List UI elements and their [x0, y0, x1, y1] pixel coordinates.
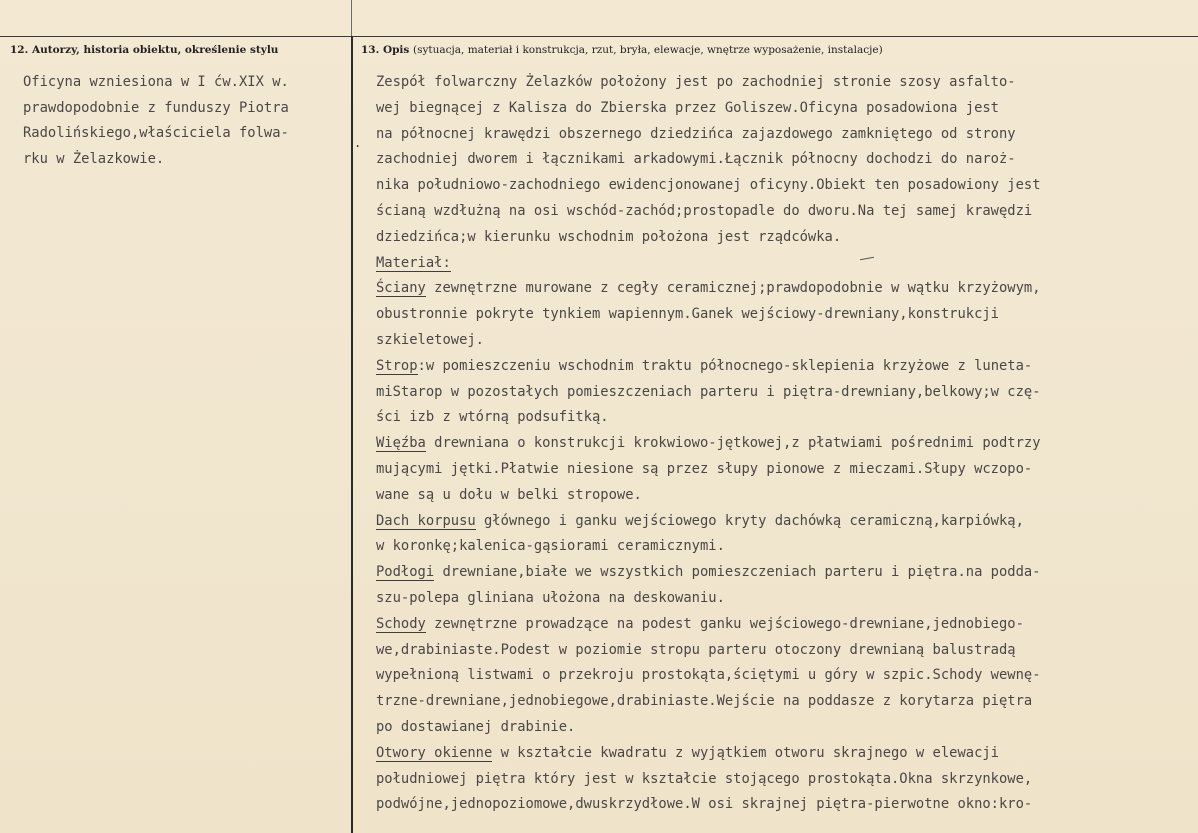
section-13-title: Opis	[382, 44, 410, 56]
text-line	[376, 225, 1191, 251]
line-text: miStarop w pozostałych pomieszczeniach parteru i piętra-drewniany,belkowy;w czę-	[376, 383, 1041, 400]
line-text: drewniana o konstrukcji krokwiowo-jętkowej,z płatwiami pośrednimi podtrzy	[425, 435, 1041, 452]
line-text: po dostawianej drabinie.	[376, 718, 576, 735]
section-13-header	[361, 44, 883, 56]
line-text: wypełnioną listwami o przekroju prostokąta,ściętymi u góry w szpic.Schody wewnę-	[376, 667, 1041, 684]
text-line: rku w Żelazkowie.	[23, 150, 165, 167]
text-line	[376, 586, 1191, 612]
underlined-heading: Ściany	[376, 280, 426, 297]
line-text: ści izb z wtórną podsufitką.	[376, 409, 609, 426]
text-line	[376, 276, 1191, 302]
line-text: w kształcie kwadratu z wyjątkiem otworu skrajnego w elewacji	[492, 744, 999, 761]
line-text: zewnętrzne prowadzące na podest ganku wejściowego-drewniane,jednobiego-	[425, 615, 1024, 632]
line-text: nika południowo-zachodniego ewidencjonowanej oficyny.Obiekt ten posadowiony jest	[376, 177, 1041, 194]
text-line	[376, 380, 1191, 406]
line-text: szkieletowej.	[376, 331, 484, 348]
text-line	[376, 173, 1191, 199]
line-text: dziedzińca;w kierunku wschodnim położona jest rządcówka.	[376, 228, 842, 245]
section-12-title: Autorzy, historia obiektu, określenie stylu	[31, 44, 279, 56]
column-divider-top	[351, 0, 352, 36]
line-text: :w pomieszczeniu wschodnim traktu północnego-sklepienia krzyżowe z luneta-	[417, 357, 1033, 374]
text-line	[376, 483, 1191, 509]
line-text: południowej piętra który jest w kształcie stojącego prostokąta.Okna skrzynkowe,	[376, 770, 1033, 787]
text-line	[376, 431, 1191, 457]
text-line	[376, 741, 1191, 767]
text-line	[376, 509, 1191, 535]
line-text: trzne-drewniane,jednobiegowe,drabiniaste.Wejście na poddasze z korytarza piętra	[376, 693, 1033, 710]
text-line	[376, 251, 1191, 277]
text-line	[376, 328, 1191, 354]
line-text: szu-polepa gliniana ułożona na deskowaniu.	[376, 589, 725, 606]
section-12-number: 12.	[10, 44, 29, 56]
section-13-subtitle: (sytuacja, materiał i konstrukcja, rzut, bryła, elewacje, wnętrze wyposażenie, instalacje)	[412, 44, 883, 56]
text-line	[376, 457, 1191, 483]
underlined-heading: Dach korpusu	[376, 512, 476, 529]
underlined-heading: Otwory okienne	[376, 744, 493, 761]
line-text: obustronnie pokryte tynkiem wapiennym.Ganek wejściowy-drewniany,konstrukcji	[376, 306, 999, 323]
line-text: na północnej krawędzi obszernego dziedzińca zajazdowego zamkniętego od strony	[376, 125, 1016, 142]
text-line	[376, 715, 1191, 741]
underlined-heading: Materiał:	[376, 254, 451, 271]
underlined-heading: Więźba	[376, 435, 426, 452]
text-line	[376, 560, 1191, 586]
text-line	[376, 767, 1191, 793]
section-12-header	[10, 44, 278, 56]
text-line	[376, 663, 1191, 689]
text-line: prawdopodobnie z funduszy Piotra	[23, 99, 289, 116]
line-text: zewnętrzne murowane z cegły ceramicznej;prawdopodobnie w wątku krzyżowym,	[425, 280, 1041, 297]
underlined-heading: Strop	[376, 357, 418, 374]
margin-mark: .	[354, 136, 362, 150]
text-line	[376, 405, 1191, 431]
line-text: ścianą wzdłużną na osi wschód-zachód;prostopadle do dworu.Na tej samej krawędzi	[376, 202, 1033, 219]
line-text: głównego i ganku wejściowego kryty dachówką ceramiczną,karpiówką,	[475, 512, 1024, 529]
line-text: wej biegnącej z Kalisza do Zbierska przez Goliszew.Oficyna posadowiona jest	[376, 99, 999, 116]
text-line	[376, 147, 1191, 173]
text-line	[376, 689, 1191, 715]
text-line	[376, 122, 1191, 148]
line-text: w koronkę;kalenica-gąsiorami ceramicznymi.	[376, 538, 725, 555]
header-rule	[0, 36, 1198, 37]
line-text: mującymi jętki.Płatwie niesione są przez słupy pionowe z mieczami.Słupy wczopo-	[376, 460, 1033, 477]
text-line	[376, 302, 1191, 328]
text-line	[376, 638, 1191, 664]
line-text: zachodniej dworem i łącznikami arkadowymi.Łącznik północny dochodzi do naroż-	[376, 151, 1016, 168]
underlined-heading: Schody	[376, 615, 426, 632]
text-line	[376, 354, 1191, 380]
text-line	[376, 792, 1191, 818]
column-divider	[351, 36, 353, 833]
text-line	[376, 534, 1191, 560]
text-line: Oficyna wzniesiona w I ćw.XIX w.	[23, 74, 289, 90]
text-line	[376, 612, 1191, 638]
text-line	[376, 96, 1191, 122]
line-text: Zespół folwarczny Żelazków położony jest po zachodniej stronie szosy asfalto-	[376, 74, 1016, 90]
section-13-number: 13.	[361, 44, 380, 56]
text-line: Radolińskiego,właściciela folwa-	[23, 125, 289, 141]
section-12-text	[23, 70, 348, 172]
line-text: drewniane,białe we wszystkich pomieszczeniach parteru i piętra.na podda-	[434, 564, 1041, 581]
text-line	[376, 199, 1191, 225]
underlined-heading: Podłogi	[376, 564, 435, 581]
line-text: podwójne,jednopoziomowe,dwuskrzydłowe.W osi skrajnej piętra-pierwotne okno:kro-	[376, 796, 1033, 813]
line-text: wane są u dołu w belki stropowe.	[376, 486, 642, 503]
section-13-text	[376, 70, 1191, 818]
line-text: we,drabiniaste.Podest w poziomie stropu parteru otoczony drewnianą balustradą	[376, 641, 1016, 658]
text-line	[376, 70, 1191, 96]
